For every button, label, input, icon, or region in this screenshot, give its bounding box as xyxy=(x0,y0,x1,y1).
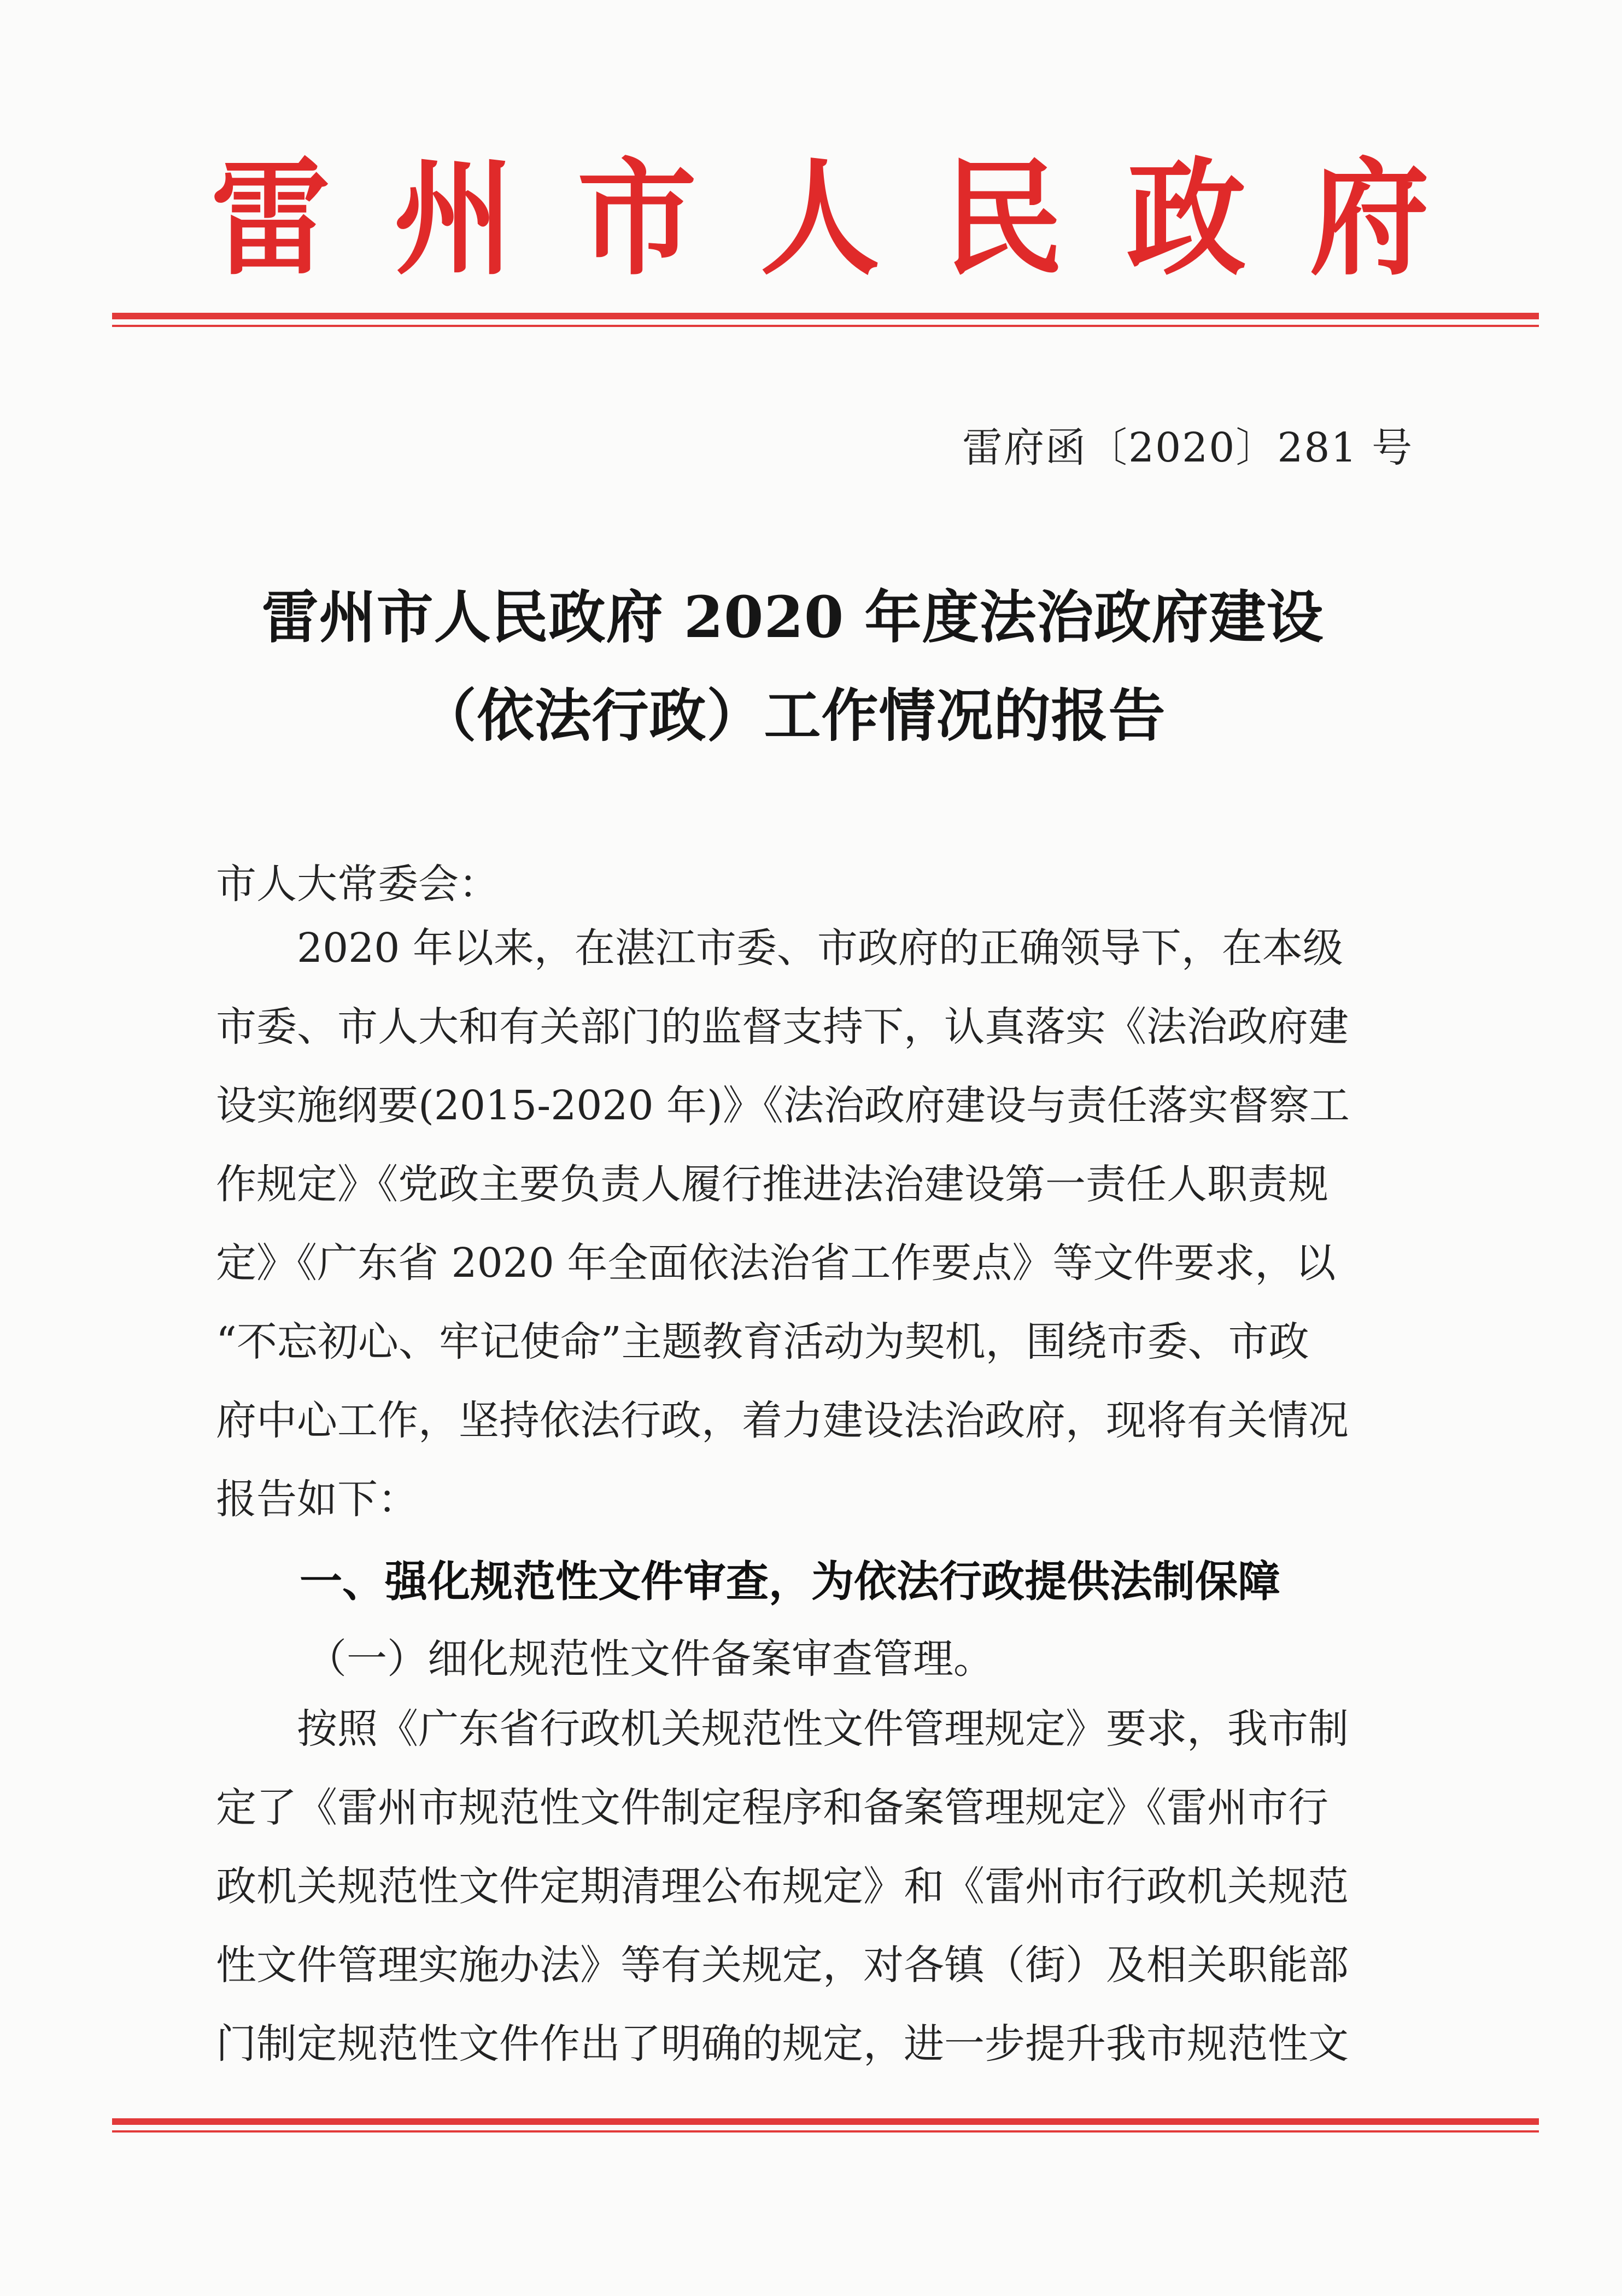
text-line: 按照《广东省行政机关规范性文件管理规定》要求，我市制 xyxy=(216,1705,1349,1752)
masthead-char: 政 xyxy=(1126,145,1246,293)
text-line: 市委、市人大和有关部门的监督支持下，认真落实《法治政府建 xyxy=(216,1003,1349,1050)
section-1-paragraph xyxy=(216,1690,1441,2083)
text-line: 府中心工作，坚持依法行政，着力建设法治政府，现将有关情况 xyxy=(216,1397,1349,1444)
document-number: 雷府函〔2020〕281 号 xyxy=(962,424,1414,471)
header-rule-thick xyxy=(112,313,1539,319)
masthead xyxy=(208,145,1432,293)
masthead-char: 民 xyxy=(943,145,1063,293)
text-line: 2020 年以来，在湛江市委、市政府的正确领导下，在本级 xyxy=(216,925,1343,972)
masthead-char: 人 xyxy=(760,145,880,293)
masthead-char: 府 xyxy=(1309,145,1430,293)
text-line: 定》《广东省 2020 年全面依法治省工作要点》等文件要求，以 xyxy=(216,1240,1336,1287)
text-line: 报告如下： xyxy=(216,1476,418,1523)
document-title-line-1: 雷州市人民政府 2020 年度法治政府建设 xyxy=(261,583,1324,651)
text-line: 作规定》《党政主要负责人履行推进法治建设第一责任人职责规 xyxy=(216,1161,1328,1208)
footer-red-rule xyxy=(112,2118,1539,2133)
text-line: 性文件管理实施办法》等有关规定，对各镇（街）及相关职能部 xyxy=(216,1942,1349,1989)
text-line: 门制定规范性文件作出了明确的规定，进一步提升我市规范性文 xyxy=(216,2020,1349,2067)
section-1-subheading: （一）细化规范性文件备案审查管理。 xyxy=(306,1635,994,1682)
header-red-rule xyxy=(112,313,1539,327)
text-line: 设实施纲要(2015-2020 年)》《法治政府建设与责任落实督察工 xyxy=(216,1082,1350,1129)
text-line: 定了《雷州市规范性文件制定程序和备案管理规定》《雷州市行 xyxy=(216,1784,1328,1831)
masthead-char: 雷 xyxy=(210,145,331,293)
intro-paragraph xyxy=(216,909,1441,1539)
masthead-char: 州 xyxy=(394,145,514,293)
header-rule-thin xyxy=(112,325,1539,327)
salutation: 市人大常委会： xyxy=(216,861,499,908)
footer-rule-thin xyxy=(112,2130,1539,2133)
text-line: 政机关规范性文件定期清理公布规定》和《雷州市行政机关规范 xyxy=(216,1863,1349,1910)
section-1-heading: 一、强化规范性文件审查，为依法行政提供法制保障 xyxy=(300,1557,1281,1606)
document-title-line-2: （依法行政）工作情况的报告 xyxy=(419,682,1166,749)
footer-rule-thick xyxy=(112,2118,1539,2125)
text-line: “不忘初心、牢记使命”主题教育活动为契机，围绕市委、市政 xyxy=(216,1318,1309,1365)
masthead-char: 市 xyxy=(577,145,697,293)
